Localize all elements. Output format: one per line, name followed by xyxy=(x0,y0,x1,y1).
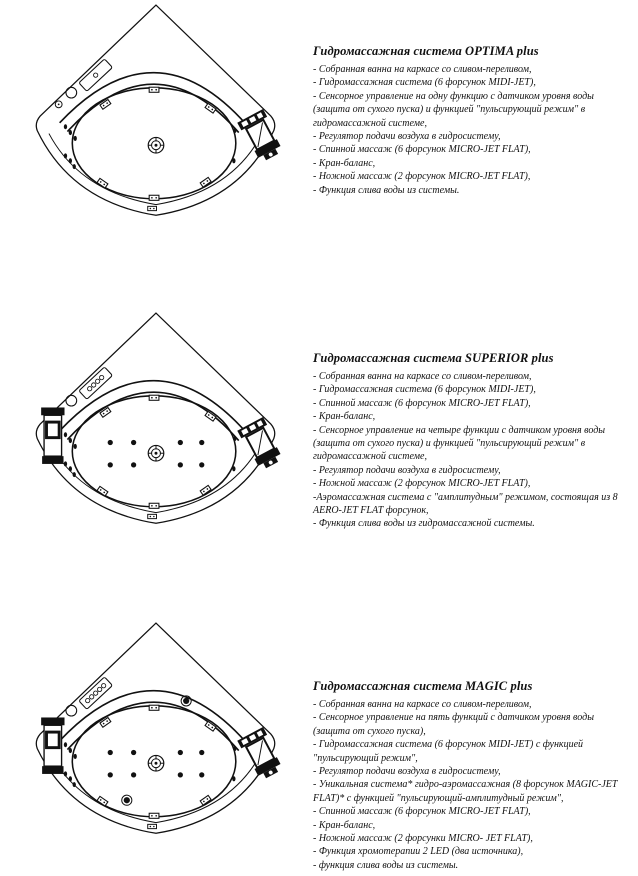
feature-item: - Функция слива воды из системы. xyxy=(313,184,460,196)
description-superior xyxy=(313,351,630,531)
midi-jet-icon xyxy=(149,195,159,200)
feature-item: - Регулятор подачи воздуха в гидросистему, xyxy=(313,131,501,143)
aero-jet-icon xyxy=(178,750,183,755)
bathtub-diagram-optima xyxy=(10,0,302,234)
feature-item: - функция слива воды из системы. xyxy=(313,859,459,871)
midi-jet-icon xyxy=(149,395,159,400)
micro-jet-foot-icon xyxy=(232,466,235,471)
micro-jet-back-icon xyxy=(64,771,67,776)
system-title-optima: Гидромассажная система OPTIMA plus xyxy=(313,44,539,58)
midi-jet-icon xyxy=(200,795,211,805)
aero-jet-icon xyxy=(108,750,113,755)
midi-jet-icon xyxy=(200,485,211,495)
aero-jet-icon xyxy=(178,440,183,445)
micro-jet-back-icon xyxy=(69,748,72,753)
micro-jet-back-icon xyxy=(64,742,67,747)
drain-icon xyxy=(148,755,164,771)
description-optima xyxy=(313,44,630,197)
aero-jet-icon xyxy=(178,462,183,467)
feature-item: - Сенсорное управление на четыре функции с датчиком уровня воды (защита от сухого пуска) и функцией "пульсирующий режим" в гидромассажной системе, xyxy=(313,424,606,463)
bathtub-diagram-magic xyxy=(10,618,302,852)
control-panel-icon xyxy=(79,59,113,91)
aero-jet-icon xyxy=(108,462,113,467)
aero-jet-icon xyxy=(131,462,136,467)
aero-jet-icon xyxy=(131,750,136,755)
midi-jet-icon xyxy=(97,178,108,188)
micro-jet-foot-icon xyxy=(232,776,235,781)
micro-jet-back-icon xyxy=(64,432,67,437)
micro-jet-back-icon xyxy=(73,472,76,477)
midi-jet-icon xyxy=(149,705,159,710)
control-panel-icon xyxy=(79,367,113,399)
micro-jet-back-icon xyxy=(69,438,72,443)
feature-item: - Спинной массаж (6 форсунок MICRO-JET FLAT), xyxy=(313,144,531,156)
feature-item: - Функция хромотерапии 2 LED (два источника), xyxy=(313,846,524,858)
aero-jet-icon xyxy=(108,772,113,777)
feature-item: - Гидромассажная система (6 форсунок MIDI-JET), xyxy=(313,384,536,396)
faucet-icon xyxy=(237,109,285,164)
micro-jet-back-icon xyxy=(74,136,77,141)
left-fixture-icon xyxy=(41,717,64,773)
feature-item: - Регулятор подачи воздуха в гидросистему, xyxy=(313,766,501,778)
micro-jet-back-icon xyxy=(69,130,72,135)
feature-item: - Ножной массаж (2 форсунок MICRO-JET FLAT), xyxy=(313,171,531,183)
micro-jet-back-icon xyxy=(73,782,76,787)
midi-jet-icon xyxy=(200,177,211,187)
bathtub-top-view xyxy=(10,0,302,234)
overflow-icon xyxy=(148,206,157,210)
sensor-round-icon xyxy=(66,705,77,716)
led-light-icon xyxy=(122,795,132,805)
feature-list-superior xyxy=(313,370,630,531)
overflow-icon xyxy=(148,514,157,518)
micro-jet-back-icon xyxy=(69,466,72,471)
aero-jet-icon xyxy=(178,772,183,777)
aero-jet-icon xyxy=(199,440,204,445)
micro-jet-back-icon xyxy=(64,153,67,158)
aero-jet-icon xyxy=(199,772,204,777)
feature-item: - Кран-баланс, xyxy=(313,819,376,831)
feature-item: - Ножной массаж (2 форсунки MICRO- JET FLAT), xyxy=(313,833,533,845)
aero-jet-icon xyxy=(199,750,204,755)
system-title-superior: Гидромассажная система SUPERIOR plus xyxy=(313,351,554,365)
drain-icon xyxy=(148,445,164,461)
feature-item: - Функция слива воды из гидромассажной системы. xyxy=(313,518,535,530)
micro-jet-back-icon xyxy=(74,444,77,449)
aero-jet-icon xyxy=(131,440,136,445)
aero-jet-icon xyxy=(199,462,204,467)
sensor-round-icon xyxy=(66,395,77,406)
overflow-icon xyxy=(148,824,157,828)
micro-jet-back-icon xyxy=(64,461,67,466)
midi-jet-icon xyxy=(149,813,159,818)
faucet-icon xyxy=(237,727,285,782)
feature-item: - Гидромассажная система (6 форсунок MIDI-JET) с функцией "пульсирующий режим", xyxy=(313,739,584,764)
feature-item: - Гидромассажная система (6 форсунок MIDI-JET), xyxy=(313,77,536,89)
feature-item: - Собранная ванна на каркасе со сливом-переливом, xyxy=(313,64,532,75)
midi-jet-icon xyxy=(97,486,108,496)
bathtub-diagram-superior xyxy=(10,308,302,542)
feature-item: - Собранная ванна на каркасе со сливом-переливом, xyxy=(313,371,532,382)
feature-list-magic xyxy=(313,698,630,872)
sensor-round-icon xyxy=(66,87,77,98)
left-fixture-icon xyxy=(41,407,64,463)
description-magic xyxy=(313,679,630,872)
midi-jet-icon xyxy=(97,796,108,806)
micro-jet-back-icon xyxy=(73,164,76,169)
feature-item: - Сенсорное управление на одну функцию с датчиком уровня воды (защита от сухого пуска) и функцией "пульсирующий режим" в гидромассажной системе, xyxy=(313,90,594,129)
bathtub-top-view xyxy=(10,308,302,542)
feature-item: - Спинной массаж (6 форсунок MICRO-JET FLAT), xyxy=(313,397,531,409)
micro-jet-back-icon xyxy=(69,776,72,781)
water-level-sensor-icon xyxy=(55,101,62,108)
midi-jet-icon xyxy=(149,87,159,92)
bathtub-top-view xyxy=(10,618,302,852)
feature-item: - Кран-баланс, xyxy=(313,157,376,169)
micro-jet-back-icon xyxy=(64,124,67,129)
micro-jet-foot-icon xyxy=(232,158,235,163)
aero-jet-icon xyxy=(131,772,136,777)
control-panel-icon xyxy=(79,677,113,709)
faucet-icon xyxy=(237,417,285,472)
feature-item: -Аэромассажная система с "амплитудным" режимом, состоящая из 8 AERO-JET FLAT форсунок, xyxy=(313,491,618,517)
aero-jet-icon xyxy=(108,440,113,445)
micro-jet-foot-icon xyxy=(233,128,236,133)
feature-item: - Спинной массаж (6 форсунок MICRO-JET FLAT), xyxy=(313,806,531,818)
feature-item: - Кран-баланс, xyxy=(313,411,376,423)
drain-icon xyxy=(148,137,164,153)
feature-item: - Ножной массаж (2 форсунок MICRO-JET FLAT), xyxy=(313,478,531,490)
midi-jet-icon xyxy=(149,503,159,508)
feature-list-optima xyxy=(313,63,630,197)
feature-item: - Собранная ванна на каркасе со сливом-переливом, xyxy=(313,699,532,710)
system-title-magic: Гидромассажная система MAGIC plus xyxy=(313,679,533,693)
micro-jet-back-icon xyxy=(74,754,77,759)
micro-jet-back-icon xyxy=(69,158,72,163)
feature-item: - Сенсорное управление на пять функций с датчиком уровня воды (защита от сухого пуска), xyxy=(313,712,594,737)
micro-jet-foot-icon xyxy=(233,436,236,441)
micro-jet-foot-icon xyxy=(233,746,236,751)
feature-item: - Уникальная система* гидро-аэромассажная (8 форсунок MAGIC-JET FLAT)* с функцией "пульсирующий-амплитудный режим", xyxy=(313,779,618,804)
feature-item: - Регулятор подачи воздуха в гидросистему, xyxy=(313,464,501,476)
